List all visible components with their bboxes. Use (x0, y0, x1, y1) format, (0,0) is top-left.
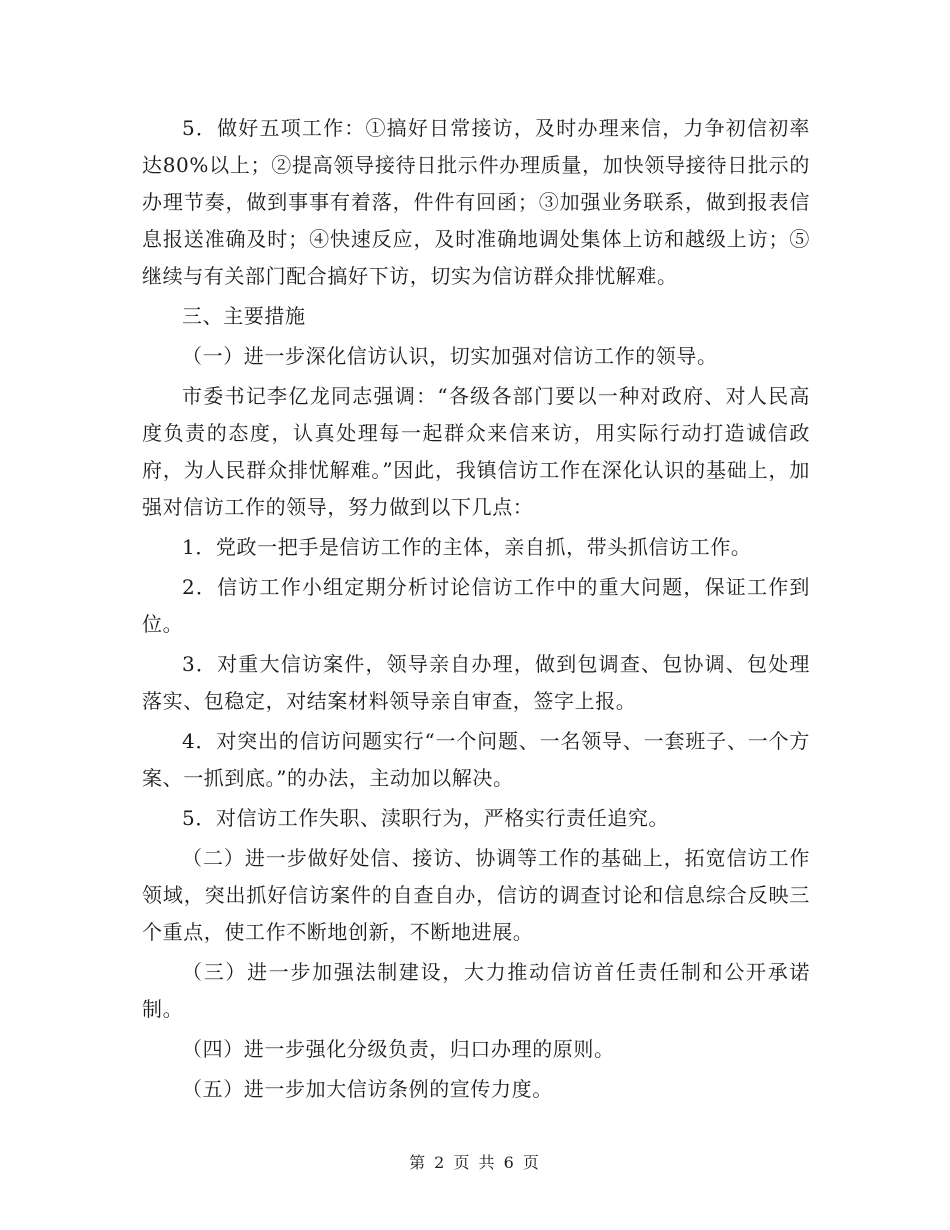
list-item-4: 4．对突出的信访问题实行“一个问题、一名领导、一套班子、一个方案、一抓到底。”的办法，主动加以解决。 (142, 729, 810, 790)
subheading-three: （三）进一步加强法制建设，大力推动信访首任责任制和公开承诺制。 (142, 960, 810, 1021)
paragraph-item-five-tasks: 5．做好五项工作：①搞好日常接访，及时办理来信，力争初信初率达80%以上；②提高领导接待日批示件办理质量，加快领导接待日批示的办理节奏，做到事事有着落，件件有回函；③加强业务联系，做到报表信息报送准确及时；④快速反应，及时准确地调处集体上访和越级上访；⑤继续与有关部门配合搞好下访，切实为信访群众排忧解难。 (142, 116, 810, 288)
section-heading-main-measures: 三、主要措施 (182, 304, 306, 328)
page-number-footer: 第 2 页 共 6 页 (409, 1153, 541, 1172)
document-body (142, 110, 810, 1108)
paragraph-quote: 市委书记李亿龙同志强调：“各级各部门要以一种对政府、对人民高度负责的态度，认真处理每一起群众来信来访，用实际行动打造诚信政府，为人民群众排忧解难。”因此，我镇信访工作在深化认识的基础上，加强对信访工作的领导，努力做到以下几点： (142, 384, 810, 519)
subheading-four: （四）进一步强化分级负责，归口办理的原则。 (182, 1037, 615, 1061)
list-item-1: 1．党政一把手是信访工作的主体，亲自抓，带头抓信访工作。 (182, 535, 752, 559)
subheading-one: （一）进一步深化信访认识，切实加强对信访工作的领导。 (182, 344, 718, 368)
list-item-5: 5．对信访工作失职、渎职行为，严格实行责任追究。 (182, 806, 670, 830)
subheading-five: （五）进一步加大信访条例的宣传力度。 (182, 1077, 553, 1101)
subheading-two: （二）进一步做好处信、接访、协调等工作的基础上，拓宽信访工作领域，突出抓好信访案件的自查自办，信访的调查讨论和信息综合反映三个重点，使工作不断地创新，不断地进展。 (142, 846, 810, 944)
list-item-2: 2．信访工作小组定期分析讨论信访工作中的重大问题，保证工作到位。 (142, 575, 810, 636)
list-item-3: 3．对重大信访案件，领导亲自办理，做到包调查、包协调、包处理落实、包稳定，对结案材料领导亲自审查，签字上报。 (142, 652, 810, 713)
